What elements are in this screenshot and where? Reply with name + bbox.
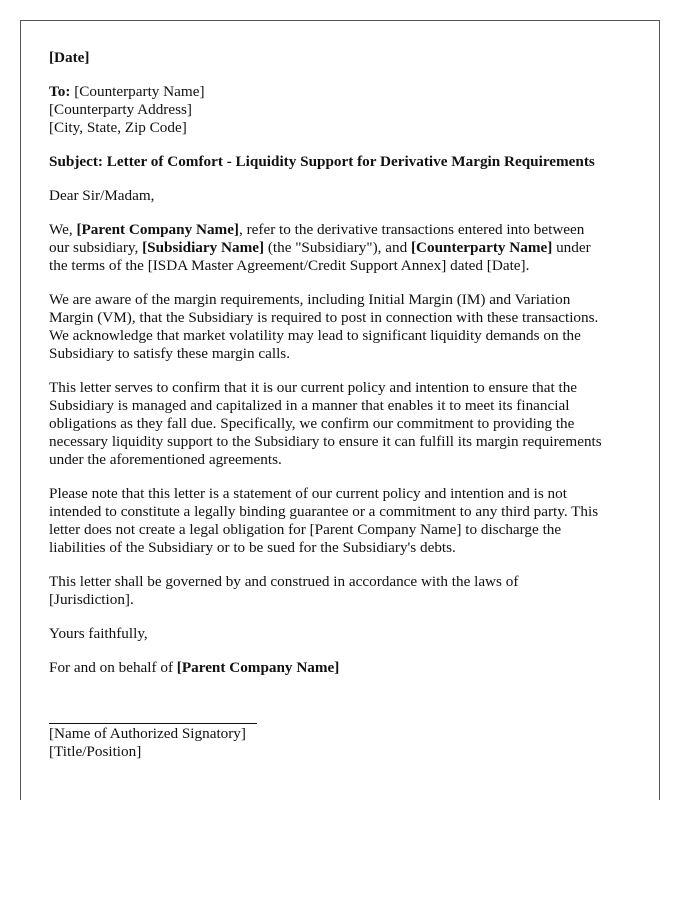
- subsidiary-name: [Subsidiary Name]: [142, 239, 265, 256]
- closing-text: Yours faithfully,: [49, 625, 148, 642]
- paragraph-4-line: liabilities of the Subsidiary or to be sued for the Subsidiary's debts.: [49, 539, 456, 556]
- text-run: (the "Subsidiary"), and: [264, 239, 411, 256]
- letter-page: [20, 20, 660, 800]
- paragraph-4: [49, 485, 639, 557]
- paragraph-2-line: Margin (VM), that the Subsidiary is required to post in connection with these transactions.: [49, 309, 599, 326]
- signatory-block: [49, 725, 639, 761]
- paragraph-1-line: [49, 239, 639, 257]
- paragraph-3-line: necessary liquidity support to the Subsidiary to ensure it can fulfill its margin requirements: [49, 433, 602, 450]
- subject-text: Subject: Letter of Comfort - Liquidity Support for Derivative Margin Requirements: [49, 153, 595, 170]
- counterparty-name-bold: [Counterparty Name]: [410, 239, 553, 256]
- parent-company-name: [Parent Company Name]: [76, 221, 239, 238]
- text-run: under: [552, 239, 591, 256]
- paragraph-3-line: Subsidiary is managed and capitalized in a manner that enables it to meet its financial: [49, 397, 570, 414]
- date-line: [49, 49, 639, 67]
- text-run: , refer to the derivative transactions entered into between: [239, 221, 585, 238]
- paragraph-4-line: Please note that this letter is a statement of our current policy and intention and is not: [49, 485, 567, 502]
- to-label: To:: [49, 83, 71, 100]
- paragraph-5-line: [Jurisdiction].: [49, 591, 134, 608]
- paragraph-1: [49, 221, 639, 275]
- counterparty-address: [Counterparty Address]: [49, 101, 192, 118]
- paragraph-2-line: We are aware of the margin requirements, including Initial Margin (IM) and Variation: [49, 291, 571, 308]
- paragraph-4-line: intended to constitute a legally binding guarantee or a commitment to any third party. This: [49, 503, 599, 520]
- paragraph-5-line: This letter shall be governed by and construed in accordance with the laws of: [49, 573, 519, 590]
- text-run: We,: [49, 221, 77, 238]
- paragraph-2-line: Subsidiary to satisfy these margin calls.: [49, 345, 290, 362]
- letter-date: [Date]: [49, 49, 90, 66]
- paragraph-3: [49, 379, 639, 469]
- paragraph-1-line: the terms of the [ISDA Master Agreement/Credit Support Annex] dated [Date].: [49, 257, 530, 274]
- behalf-company-name: [Parent Company Name]: [176, 659, 340, 676]
- city-state-zip: [City, State, Zip Code]: [49, 119, 187, 136]
- paragraph-3-line: obligations as they fall due. Specifically, we confirm our commitment to providing the: [49, 415, 575, 432]
- text-run: our subsidiary,: [49, 239, 143, 256]
- subject-line: [49, 153, 639, 171]
- paragraph-1-line: [49, 221, 639, 239]
- recipient-block: [49, 83, 639, 137]
- salutation-text: Dear Sir/Madam,: [49, 187, 155, 204]
- counterparty-name: [Counterparty Name]: [70, 83, 205, 100]
- signature-line: [49, 723, 257, 724]
- on-behalf-line: [49, 659, 639, 677]
- salutation: [49, 187, 639, 205]
- paragraph-2-line: We acknowledge that market volatility may lead to significant liquidity demands on the: [49, 327, 581, 344]
- behalf-prefix: For and on behalf of: [49, 659, 177, 676]
- paragraph-2: [49, 291, 639, 363]
- signatory-name: [Name of Authorized Signatory]: [49, 725, 246, 742]
- signature-space: [49, 693, 639, 723]
- letter-body: [49, 49, 639, 761]
- signatory-title: [Title/Position]: [49, 743, 142, 760]
- paragraph-4-line: letter does not create a legal obligation for [Parent Company Name] to discharge the: [49, 521, 562, 538]
- closing: [49, 625, 639, 643]
- paragraph-3-line: This letter serves to confirm that it is our current policy and intention to ensure that the: [49, 379, 578, 396]
- recipient-name-line: [49, 83, 639, 101]
- paragraph-5: [49, 573, 639, 609]
- paragraph-3-line: under the aforementioned agreements.: [49, 451, 282, 468]
